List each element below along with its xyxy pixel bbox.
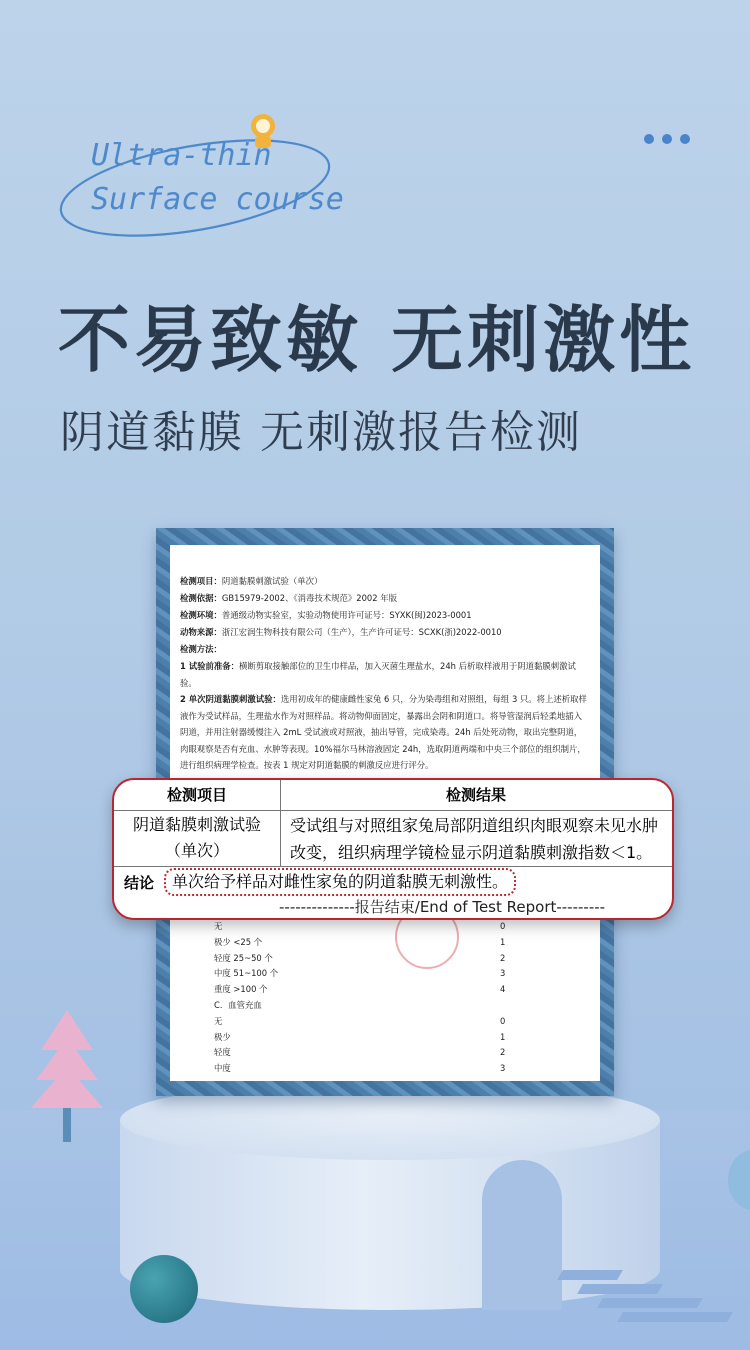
test-item-line: （单次） [164,841,229,860]
dot [662,134,672,144]
grade-row: 无 0 [214,921,506,931]
teal-ball [130,1255,198,1323]
col-header-item: 检测项目 [166,786,227,804]
test-item-cell [114,812,280,864]
grade-row: C．血管充血 [214,999,262,1010]
grade-row: 重度 >100 个 4 [214,984,506,995]
divider [114,866,672,867]
grade-row: 极少 1 [214,1031,506,1042]
headline: 不易致敏 无刺激性 [58,298,696,382]
stairs [560,1270,730,1330]
subheadline: 阴道黏膜 无刺激报告检测 [60,407,582,458]
grade-row: 中度 51~100 个 3 [214,968,506,979]
dot [644,134,654,144]
grade-row: 轻度 25~50 个 2 [214,952,506,963]
logo-text-line2: Surface course [91,182,344,217]
conclusion-text: 单次给予样品对雌性家兔的阴道黏膜无刺激性。 [164,868,516,896]
report-line: 检测依据：GB15979-2002、《消毒技术规范》2002 年版 [180,593,397,603]
conclusion-label: 结论 [124,874,155,892]
report-paragraph: 1 试验前准备：横断剪取接触部位的卫生巾样品，加入灭菌生理盐水，24h 后析取样液用于阴道黏膜刺激试验。 [180,661,576,688]
report-end-line: --------------报告结束/End of Test Report--------- [279,898,606,916]
test-result-line: 改变，组织病理学镜检显示阴道黏膜刺激指数＜1。 [290,843,653,862]
test-result-line: 受试组与对照组家兔局部阴道组织肉眼观察未见水肿 [290,816,659,835]
report-line: 检测方法： [180,644,222,654]
grade-row: 中度 3 [214,1063,506,1074]
logo-text-line1: Ultra-thin [91,138,272,173]
report-paragraph: 2 单次阴道黏膜刺激试验：选用初成年的健康雌性家兔 6 只，分为染毒组和对照组，每组 3 只。将上述析取样液作为受试样品，生理盐水作为对照样品。将动物仰面固定，暴露出会阴和阴道口。将导管湿润后轻柔地插入阴道，并用注射器缓慢注入 2mL 受试液或对照液，抽出导管，完成染毒。24h 后处死动物，取出完整阴道，肉眼观察是否有充血、水肿等表现。10%福尔马林溶液固定 24h，选取阴道两端和中央三个部位的组织制片，进行组织病理学检查。按表 1 规定对阴道黏膜的刺激反应进行评分。 [180,694,587,770]
more-dots-icon[interactable] [644,134,690,144]
result-callout [112,778,674,920]
report-line: 动物来源：浙江宏润生物科技有限公司（生产），生产许可证号：SCXK(浙)2022-0010 [180,627,502,637]
grade-row: 轻度 2 [214,1047,506,1058]
test-result-cell [290,812,674,866]
divider [114,810,672,811]
report-line: 检测环境：普通级动物实验室，实验动物使用许可证号：SYXK(闽)2023-0001 [180,610,472,620]
brand-logo [55,110,345,240]
pink-tree-tier [31,1066,103,1108]
report-body [170,545,600,774]
dot [680,134,690,144]
grade-row: 无 0 [214,1015,506,1026]
test-item-line: 阴道黏膜刺激试验 [132,815,261,834]
logo-swoosh [55,110,345,240]
pedestal-arch [482,1160,562,1310]
grade-table [214,919,514,1077]
grade-row: 极少 <25 个 1 [214,936,506,947]
col-header-result: 检测结果 [445,786,506,804]
divider [280,780,281,866]
report-line: 检测项目：阴道黏膜刺激试验（单次） [180,576,323,586]
